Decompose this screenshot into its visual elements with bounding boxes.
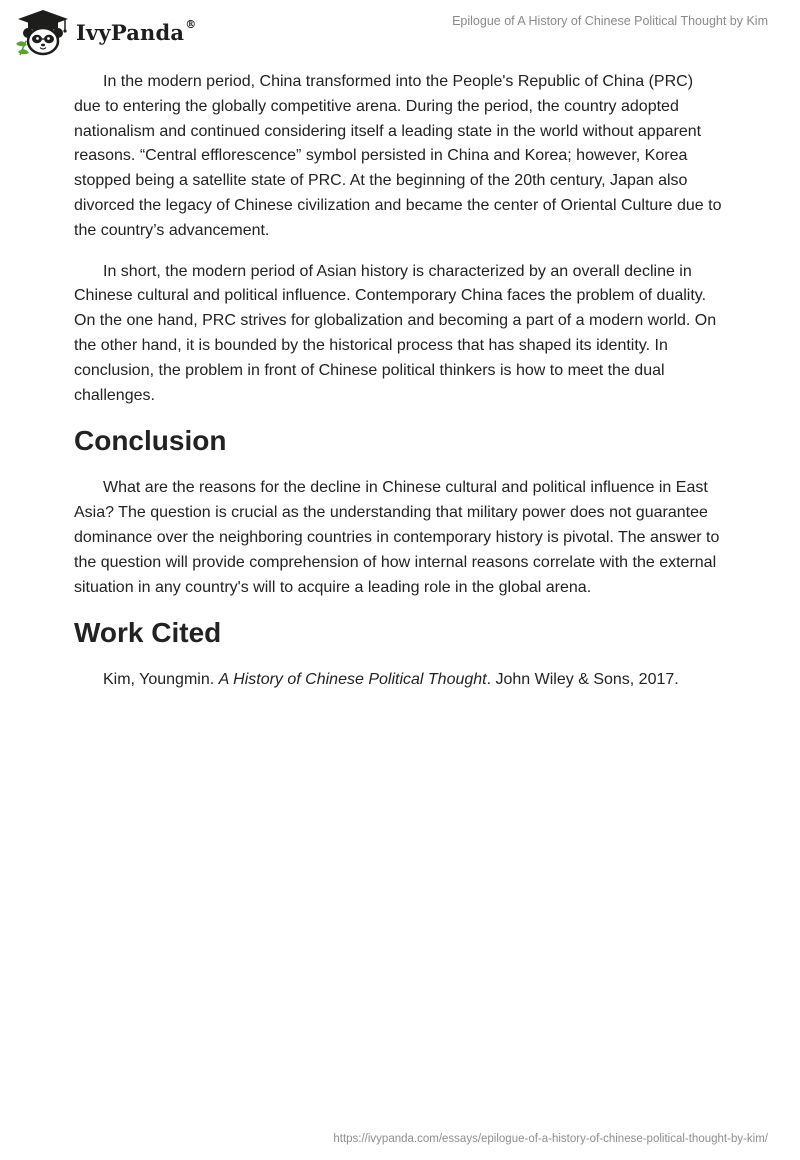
body-paragraph-2: In short, the modern period of Asian history is characterized by an overall decline in Chinese cultural and political influence. Contemporary China faces the problem of duality. On the one hand, PRC strives for globalization and becoming a part of a modern world. On the other hand, it is bounded by the historical process that has shaped its identity. In conclusion, the problem in front of Chinese political thinkers is how to meet the dual challenges. <box>74 262 717 404</box>
panda-graduation-cap-icon <box>14 8 72 56</box>
body-paragraph-1: In the modern period, China transformed into the People's Republic of China (PRC) due to entering the globally competitive arena. During the period, the country adopted nationalism and continued considering itself a leading state in the world without apparent reasons. “Central efflorescence” symbol persisted in China and Korea; however, Korea stopped being a satellite state of PRC. At the beginning of the 20th century, Japan also divorced the legacy of Chinese civilization and became the center of Oriental Culture due to the country’s advancement. <box>74 73 722 239</box>
document-title: Epilogue of A History of Chinese Political Thought by Kim <box>452 14 768 28</box>
source-url[interactable]: https://ivypanda.com/essays/epilogue-of-a-history-of-chinese-political-thought-by-kim/ <box>333 1133 768 1145</box>
brand-name-text: IvyPanda <box>76 19 185 45</box>
essay-content <box>74 70 724 693</box>
citation-title: A History of Chinese Political Thought <box>218 671 487 689</box>
registered-mark: ® <box>185 17 197 31</box>
citation-publisher: . John Wiley & Sons, 2017. <box>486 671 679 689</box>
brand-name <box>76 17 197 45</box>
works-cited-heading: Work Cited <box>74 617 222 649</box>
ivypanda-logo[interactable] <box>14 8 196 56</box>
citation-author: Kim, Youngmin. <box>103 671 219 689</box>
citation-entry <box>74 668 724 693</box>
page-header <box>0 0 800 60</box>
conclusion-paragraph: What are the reasons for the decline in Chinese cultural and political influence in East Asia? The question is crucial as the understanding that military power does not guarantee dominance over the neighboring countries in contemporary history is pivotal. The answer to the question will provide comprehension of how internal reasons correlate with the external situation in any country's will to acquire a leading role in the global arena. <box>74 479 720 596</box>
conclusion-heading: Conclusion <box>74 425 227 457</box>
